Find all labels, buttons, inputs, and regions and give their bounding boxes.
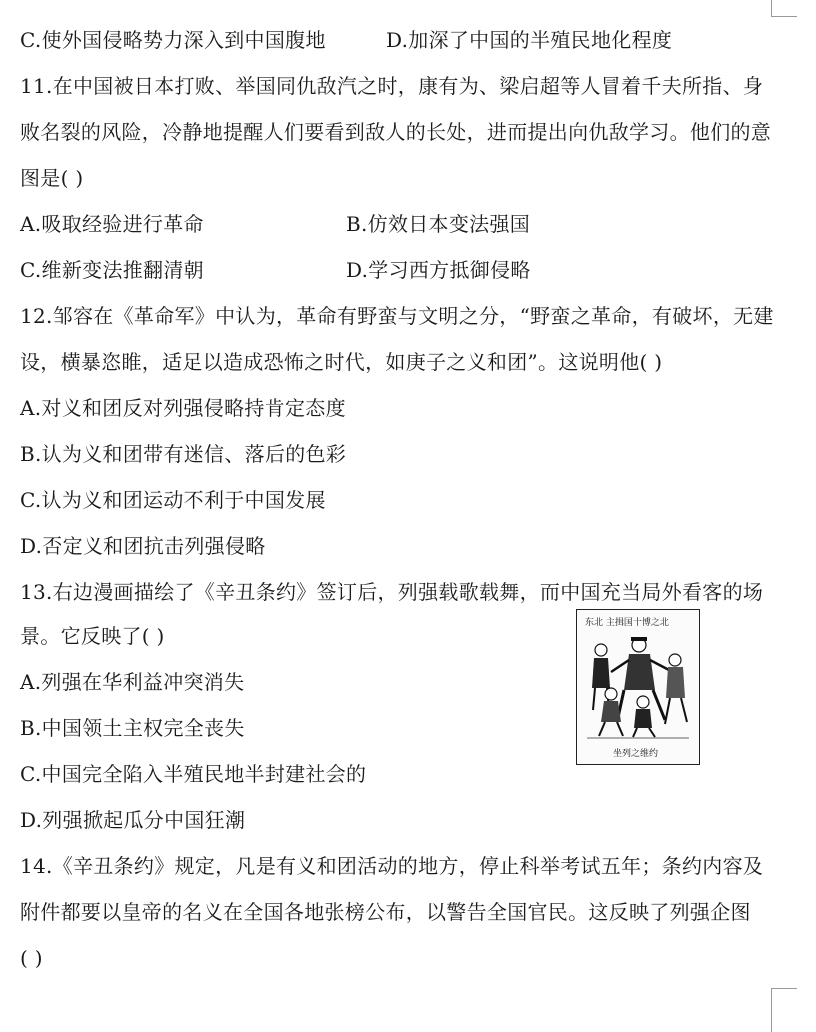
q12-option-d: D.否定义和团抗击列强侵略 — [20, 534, 266, 558]
q11-stem-line-2: 败名裂的风险，冷静地提醒人们要看到敌人的长处，进而提出向仇敌学习。他们的意 — [20, 120, 772, 144]
q13-option-c: C.中国完全陷入半殖民地半封建社会的 — [20, 762, 367, 786]
q11-stem-line-1: 11.在中国被日本打败、举国同仇敌汽之时，康有为、梁启超等人冒着千夫所指、身 — [20, 74, 764, 98]
cartoon-drawing — [577, 610, 698, 763]
cartoon-caption-top: 东北 主揖国十博之北 — [585, 618, 669, 628]
q11-option-c: C.维新变法推翻清朝 — [20, 258, 204, 282]
q13-stem-line-1: 13.右边漫画描绘了《辛丑条约》签订后，列强载歌载舞，而中国充当局外看客的场 — [20, 580, 764, 604]
q14-stem-line-1: 14.《辛丑条约》规定，凡是有义和团活动的地方，停止科举考试五年；条约内容及 — [20, 854, 764, 878]
q14-stem-line-3: ( ) — [20, 946, 43, 970]
cartoon-image — [576, 609, 700, 765]
page-corner-top — [771, 0, 797, 17]
q12-stem-line-2: 设，横暴恣睢，适足以造成恐怖之时代，如庚子之义和团”。这说明他( ) — [20, 350, 663, 374]
q12-stem-line-1: 12.邹容在《革命军》中认为，革命有野蛮与文明之分，“野蛮之革命，有破坏，无建 — [20, 304, 774, 328]
q14-stem-line-2: 附件都要以皇帝的名义在全国各地张榜公布，以警告全国官民。这反映了列强企图 — [20, 900, 751, 924]
q12-option-b: B.认为义和团带有迷信、落后的色彩 — [20, 442, 347, 466]
q11-option-d: D.学习西方抵御侵略 — [346, 258, 531, 282]
q11-stem-line-3: 图是( ) — [20, 166, 84, 190]
q13-option-b: B.中国领土主权完全丧失 — [20, 716, 245, 740]
q13-stem-line-2: 景。它反映了( ) — [20, 624, 165, 648]
q10-option-d: D.加深了中国的半殖民地化程度 — [386, 28, 673, 52]
q12-option-c: C.认为义和团运动不利于中国发展 — [20, 488, 326, 512]
q11-option-a: A.吸取经验进行革命 — [20, 212, 204, 236]
q10-option-c: C.使外国侵略势力深入到中国腹地 — [20, 28, 326, 52]
q13-option-d: D.列强掀起瓜分中国狂潮 — [20, 808, 246, 832]
q11-option-b: B.仿效日本变法强国 — [346, 212, 531, 236]
q13-option-a: A.列强在华利益冲突消失 — [20, 670, 245, 694]
q12-option-a: A.对义和团反对列强侵略持肯定态度 — [20, 396, 346, 420]
page-corner-bottom — [771, 988, 797, 1032]
cartoon-caption-bottom: 坐列之维约 — [613, 749, 659, 759]
